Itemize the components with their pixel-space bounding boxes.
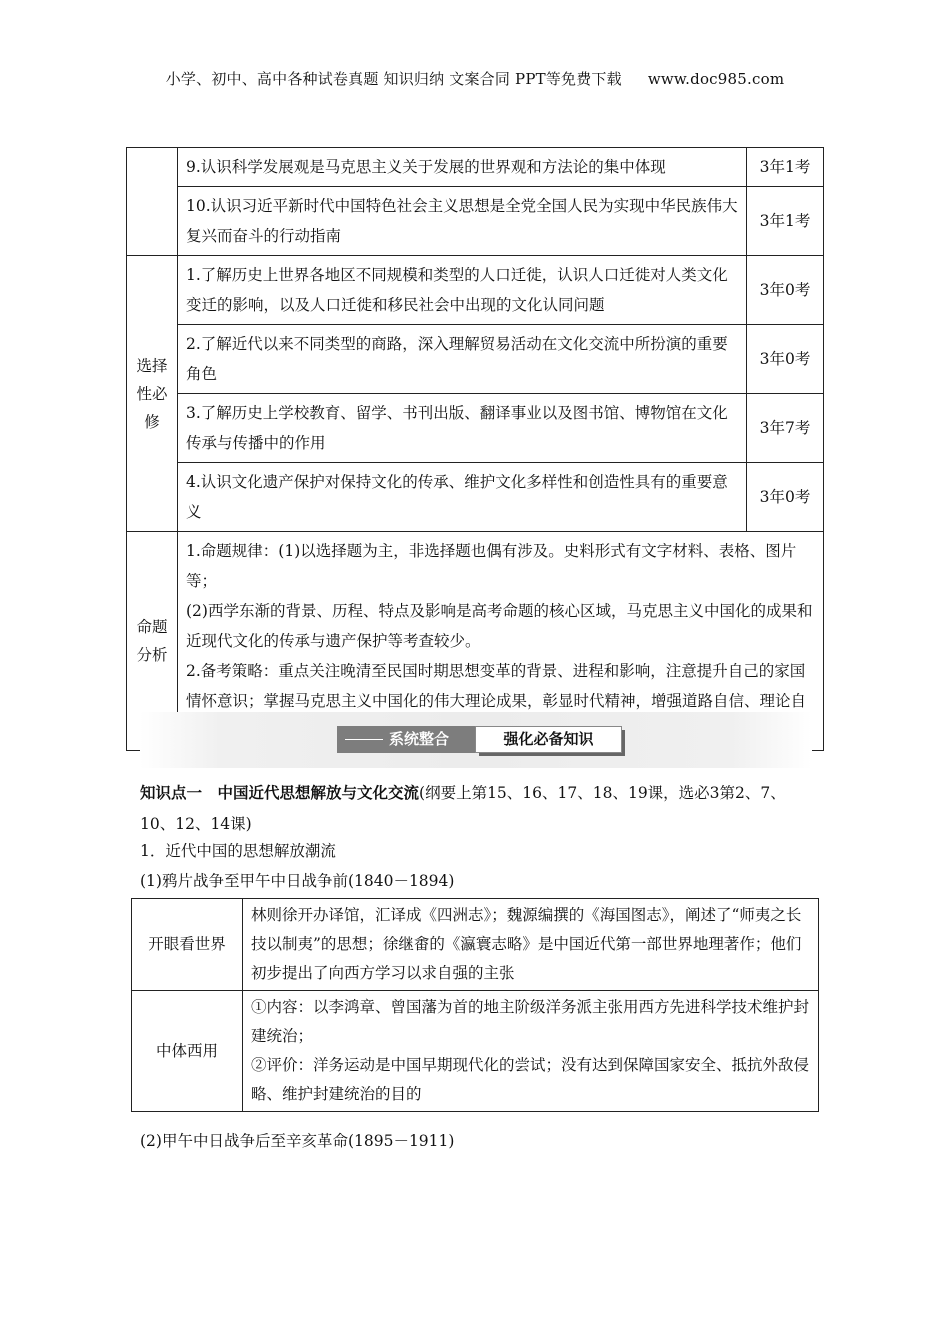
count-cell: 3年7考: [747, 394, 824, 463]
banner-left-text: 系统整合: [389, 730, 450, 748]
header-text: 小学、初中、高中各种试卷真题 知识归纳 文案合同 PPT等免费下载: [165, 70, 622, 88]
row-head: 开眼看世界: [132, 899, 243, 991]
table-row: [127, 256, 824, 325]
header-site: www.doc985.com: [647, 70, 785, 88]
section-heading: 1．近代中国的思想解放潮流: [140, 842, 336, 860]
row-content: [243, 899, 819, 991]
table-row: [127, 148, 824, 187]
table-row: [127, 325, 824, 394]
thought-table: [131, 898, 819, 1112]
banner-shadow: [622, 730, 625, 755]
count-cell: 3年0考: [747, 325, 824, 394]
row-line: ②评价：洋务运动是中国早期现代化的尝试；没有达到保障国家安全、抵抗外敌侵略、维护封建统治的目的: [251, 1056, 810, 1103]
period-heading: (1)鸦片战争至甲午中日战争前(1840－1894): [140, 872, 455, 890]
knowledge-title: 知识点一 中国近代思想解放与文化交流: [140, 784, 420, 802]
analysis-line: 1.命题规律：(1)以选择题为主，非选择题也偶有涉及。史料形式有文字材料、表格、图片等；: [186, 542, 797, 590]
row-head: 中体西用: [132, 991, 243, 1112]
row-line: ①内容：以李鸿章、曾国藩为首的地主阶级洋务派主张用西方先进科学技术维护封建统治；: [251, 998, 810, 1045]
banner-dash: [345, 739, 383, 740]
content-cell: 4.认识文化遗产保护对保持文化的传承、维护文化多样性和创造性具有的重要意义: [178, 463, 747, 532]
category-cell-empty: [127, 148, 178, 256]
banner-shadow: [479, 753, 625, 756]
analysis-line: (2)西学东渐的背景、历程、特点及影响是高考命题的核心区域，马克思主义中国化的成果和近现代文化的传承与遗产保护等考查较少。: [186, 602, 813, 650]
count-cell: 3年1考: [747, 148, 824, 187]
content-cell: 9.认识科学发展观是马克思主义关于发展的世界观和方法论的集中体现: [178, 148, 747, 187]
banner-right-label: 强化必备知识: [475, 726, 622, 753]
content-cell: 3.了解历史上学校教育、留学、书刊出版、翻译事业以及图书馆、博物馆在文化传承与传播中的作用: [178, 394, 747, 463]
content-cell: 1.了解历史上世界各地区不同规模和类型的人口迁徙，认识人口迁徙对人类文化变迁的影响，以及人口迁徙和移民社会中出现的文化认同问题: [178, 256, 747, 325]
curriculum-table: [126, 147, 824, 751]
knowledge-ref: (纲要上第15、16、17、18、19课，选必3第2、7、10、12、14课): [140, 784, 786, 833]
row-content: [243, 991, 819, 1112]
row-line: 林则徐开办译馆，汇译成《四洲志》；魏源编撰的《海国图志》，阐述了“师夷之长技以制夷”的思想；徐继畬的《瀛寰志略》是中国近代第一部世界地理著作；他们初步提出了向西方学习以求自强的主张: [251, 906, 802, 982]
table-row: [127, 463, 824, 532]
category-cell-elective: 选择性必修: [127, 256, 178, 532]
count-cell: 3年1考: [747, 187, 824, 256]
table-row: [132, 899, 819, 991]
count-cell: 3年0考: [747, 463, 824, 532]
table-row: [127, 394, 824, 463]
analysis-line: 2.备考策略：重点关注晚清至民国时期思想变革的背景、进程和影响，注意提升自己的家国情怀意识；掌握马克思主义中国化的伟大理论成果，彰显时代精神，增强道路自信、理论自: [186, 662, 807, 710]
content-cell: 10.认识习近平新时代中国特色社会主义思想是全党全国人民为实现中华民族伟大复兴而奋斗的行动指南: [178, 187, 747, 256]
knowledge-point-title: [140, 778, 820, 840]
section-banner: [140, 712, 812, 768]
page-header: [0, 68, 950, 89]
category-cell-analysis: 命题分析: [127, 532, 178, 751]
table-row: [127, 187, 824, 256]
count-cell: 3年0考: [747, 256, 824, 325]
period-heading: (2)甲午中日战争后至辛亥革命(1895－1911): [140, 1132, 455, 1150]
table-row: [132, 991, 819, 1112]
banner-left-label: [337, 726, 475, 753]
content-cell: 2.了解近代以来不同类型的商路，深入理解贸易活动在文化交流中所扮演的重要角色: [178, 325, 747, 394]
